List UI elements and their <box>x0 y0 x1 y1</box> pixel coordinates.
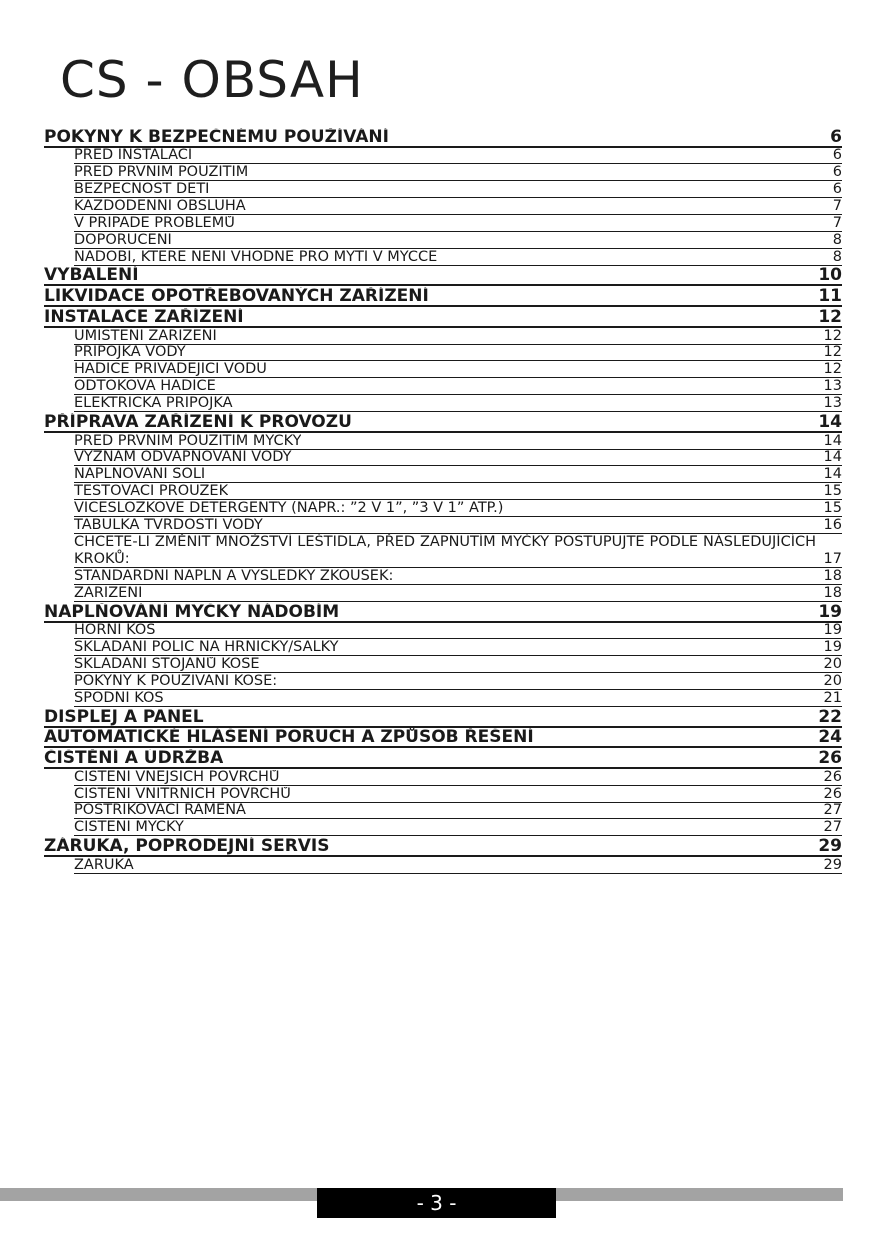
toc-entry-page: 12 <box>818 307 842 327</box>
toc-entry-title: ČIŠTĚNÍ VNĚJŠÍCH POVRCHŮ <box>74 769 280 785</box>
toc-subsection-link[interactable] <box>74 673 842 690</box>
toc-entry-title: LIKVIDACE OPOTŘEBOVANÝCH ZAŘÍZENÍ <box>44 287 429 306</box>
toc-entry-title: HORNÍ KOŠ <box>74 623 156 639</box>
toc-subsection-link[interactable] <box>74 517 842 534</box>
toc-entry-page: 14 <box>823 466 842 483</box>
toc-subsection-link[interactable] <box>74 361 842 378</box>
toc-subsection-link[interactable] <box>74 568 842 585</box>
toc-entry-page: 12 <box>823 361 842 378</box>
toc-entry-page: 13 <box>823 395 842 412</box>
toc-section-link[interactable] <box>44 707 842 728</box>
toc-entry-page: 8 <box>832 232 842 248</box>
toc-subsection-link[interactable] <box>74 803 842 820</box>
toc-entry-page: 19 <box>823 622 842 639</box>
toc-entry-page: 6 <box>830 127 842 147</box>
toc-subsection-link[interactable] <box>74 639 842 656</box>
toc-section-link[interactable] <box>44 286 842 307</box>
toc-subsection-link[interactable] <box>74 585 842 602</box>
toc-subsection-link[interactable] <box>74 328 842 345</box>
toc-subsection-link[interactable] <box>74 483 842 500</box>
toc-entry-page: 20 <box>823 673 842 690</box>
toc-entry-page: 6 <box>832 181 842 198</box>
toc-subsection-link[interactable] <box>74 534 842 568</box>
toc-entry-page: 18 <box>823 585 842 601</box>
toc-entry-title: CHCETE-LI ZMĚNIT MNOŽSTVÍ LEŠTIDLA, PŘED ZAPNUTÍM MYČKY POSTUPUJTE PODLE NÁSLEDUJÍCÍCH KROKŮ: <box>74 534 816 567</box>
toc-subsection-link[interactable] <box>74 623 842 640</box>
toc-entry-page: 26 <box>823 785 842 802</box>
toc-entry-title: ČIŠTĚNÍ A ÚDRŽBA <box>44 748 224 767</box>
toc-entry-title: POKYNY K BEZPEČNÉMU POUŽÍVÁNÍ <box>44 127 389 146</box>
toc-entry-title: KAŽDODENNÍ OBSLUHA <box>74 199 246 215</box>
toc-entry-title: ČIŠTĚNÍ MYČKY <box>74 820 184 836</box>
toc-subsection-link[interactable] <box>74 378 842 395</box>
toc-subsection-link[interactable] <box>74 164 842 181</box>
toc-subsection-link[interactable] <box>74 769 842 786</box>
toc-entry-title: STANDARDNÍ NÁPLŇ A VÝSLEDKY ZKOUŠEK: <box>74 569 394 585</box>
toc-entry-page: 27 <box>823 819 842 836</box>
toc-entry-title: V PŘÍPADĚ PROBLÉMŮ <box>74 216 235 232</box>
toc-section-link[interactable] <box>44 602 842 623</box>
toc-entry-title: PŘED PRVNÍM POUŽITÍM MYČKY <box>74 433 302 449</box>
toc-subsection-link[interactable] <box>74 450 842 467</box>
toc-entry-page: 7 <box>832 215 842 232</box>
toc-entry-page: 10 <box>818 265 842 286</box>
toc-entry-page: 27 <box>823 802 842 819</box>
toc-entry-page: 15 <box>823 500 842 517</box>
toc-subsection-link[interactable] <box>74 249 842 266</box>
toc-entry-title: TABULKA TVRDOSTI VODY <box>74 518 263 533</box>
toc-entry-page: 20 <box>823 656 842 673</box>
toc-subsection-link[interactable] <box>74 656 842 673</box>
toc-subsection-link[interactable] <box>74 181 842 198</box>
toc-entry-title: VÝZNAM ODVÁPŇOVÁNÍ VODY <box>74 450 292 466</box>
toc-entry-title: UMÍSTĚNÍ ZAŘÍZENÍ <box>74 328 217 344</box>
toc-entry-page: 8 <box>832 248 842 265</box>
toc-entry-title: ODTOKOVÁ HADICE <box>74 379 216 395</box>
toc-section-link[interactable] <box>44 127 842 148</box>
toc-entry-title: VÍCESLOŽKOVÉ DETERGENTY (NAPŘ.: ”2 V 1”, ”3 V 1” ATP.) <box>74 501 504 517</box>
toc-section-link[interactable] <box>44 266 842 287</box>
toc-section-link[interactable] <box>44 728 842 749</box>
toc-subsection-link[interactable] <box>74 466 842 483</box>
toc-entry-page: 7 <box>832 198 842 215</box>
toc-subsection-link[interactable] <box>74 433 842 450</box>
toc-subsection-link[interactable] <box>74 232 842 249</box>
toc-entry-title: AUTOMATICKÉ HLÁŠENÍ PORUCH A ZPŮSOB ŘEŠENÍ <box>44 728 534 747</box>
toc-entry-page: 6 <box>832 164 842 181</box>
toc-entry-page: 21 <box>823 690 842 707</box>
toc-entry-title: DISPLEJ A PANEL <box>44 707 204 726</box>
toc-entry-title: DOPORUČENÍ <box>74 232 172 248</box>
toc-entry-title: NAPLŇOVÁNÍ MYČKY NÁDOBÍM <box>44 602 340 621</box>
toc-entry-page: 12 <box>823 344 842 361</box>
toc-section-link[interactable] <box>44 748 842 769</box>
toc-entry-title: HADICE PŘIVÁDĚJÍCÍ VODU <box>74 362 267 378</box>
toc-entry-page: 29 <box>818 836 842 856</box>
toc-entry-title: ZÁRUKA <box>74 857 134 873</box>
toc-entry-title: SPODNÍ KOŠ <box>74 691 164 707</box>
toc-subsection-link[interactable] <box>74 819 842 836</box>
toc-entry-title: ZAŘÍZENÍ <box>74 585 143 601</box>
toc-entry-title: TESTOVACÍ PROUŽEK <box>74 484 229 500</box>
toc-entry-title: SKLÁDÁNÍ POLIC NA HRNÍČKY/ŠÁLKY <box>74 640 339 656</box>
toc-entry-page: 13 <box>823 378 842 395</box>
toc-subsection-link[interactable] <box>74 198 842 215</box>
toc-section-link[interactable] <box>44 412 842 433</box>
toc-entry-page: 14 <box>823 432 842 449</box>
toc-entry-title: PŘÍPOJKA VODY <box>74 345 186 361</box>
toc-entry-title: ČIŠTĚNÍ VNITŘNÍCH POVRCHŮ <box>74 786 291 802</box>
toc-entry-page: 6 <box>832 147 842 164</box>
toc-entry-title: POKYNY K POUŽÍVÁNÍ KOŠE: <box>74 674 278 690</box>
page-title: CS - OBSAH <box>60 51 364 109</box>
toc-entry-title: PŘÍPRAVA ZAŘÍZENÍ K PROVOZU <box>44 412 352 431</box>
toc-entry-title: INSTALACE ZAŘÍZENÍ <box>44 307 244 326</box>
toc-entry-page: 16 <box>823 517 842 533</box>
toc-entry-page: 17 <box>823 550 842 567</box>
toc-entry-title: ELEKTRICKÁ PŘÍPOJKA <box>74 396 233 412</box>
toc-subsection-link[interactable] <box>74 215 842 232</box>
toc-subsection-link[interactable] <box>74 148 842 165</box>
toc-entry-page: 19 <box>823 639 842 656</box>
toc-entry-page: 22 <box>818 707 842 727</box>
toc-entry-page: 14 <box>823 449 842 466</box>
toc-entry-page: 29 <box>823 856 842 873</box>
toc-subsection-link[interactable] <box>74 345 842 362</box>
toc-subsection-link[interactable] <box>74 786 842 803</box>
toc-entry-page: 14 <box>818 412 842 432</box>
toc-subsection-link[interactable] <box>74 395 842 412</box>
toc-entry-page: 19 <box>818 601 842 622</box>
toc-entry-title: NÁDOBÍ, KTERÉ NENÍ VHODNÉ PRO MYTÍ V MYČCE <box>74 249 438 265</box>
page-number: - 3 - <box>317 1188 556 1218</box>
toc-entry-title: ZÁRUKA, POPRODEJNÍ SERVIS <box>44 836 330 855</box>
toc-entry-page: 11 <box>818 286 842 307</box>
toc-entry-title: NAPLŇOVÁNÍ SOLÍ <box>74 467 206 483</box>
table-of-contents <box>44 127 842 874</box>
toc-entry-title: VYBALENÍ <box>44 266 139 285</box>
toc-entry-title: POSTŘIKOVACÍ RAMENA <box>74 803 246 819</box>
toc-entry-page: 26 <box>823 768 842 785</box>
toc-subsection-link[interactable] <box>74 857 842 874</box>
toc-entry-title: PŘED PRVNÍM POUŽITÍM <box>74 165 249 181</box>
toc-entry-page: 18 <box>823 568 842 585</box>
toc-entry-page: 24 <box>818 727 842 748</box>
toc-section-link[interactable] <box>44 307 842 328</box>
toc-entry-title: PŘED INSTALACÍ <box>74 148 193 164</box>
toc-entry-title: BEZPEČNOST DĚTÍ <box>74 182 210 198</box>
toc-entry-page: 26 <box>818 748 842 768</box>
toc-subsection-link[interactable] <box>74 690 842 707</box>
toc-entry-page: 12 <box>823 327 842 344</box>
toc-subsection-link[interactable] <box>74 500 842 517</box>
toc-section-link[interactable] <box>44 836 842 857</box>
toc-entry-title: SKLÁDÁNÍ STOJANŮ KOŠE <box>74 657 260 673</box>
toc-entry-page: 15 <box>823 483 842 500</box>
